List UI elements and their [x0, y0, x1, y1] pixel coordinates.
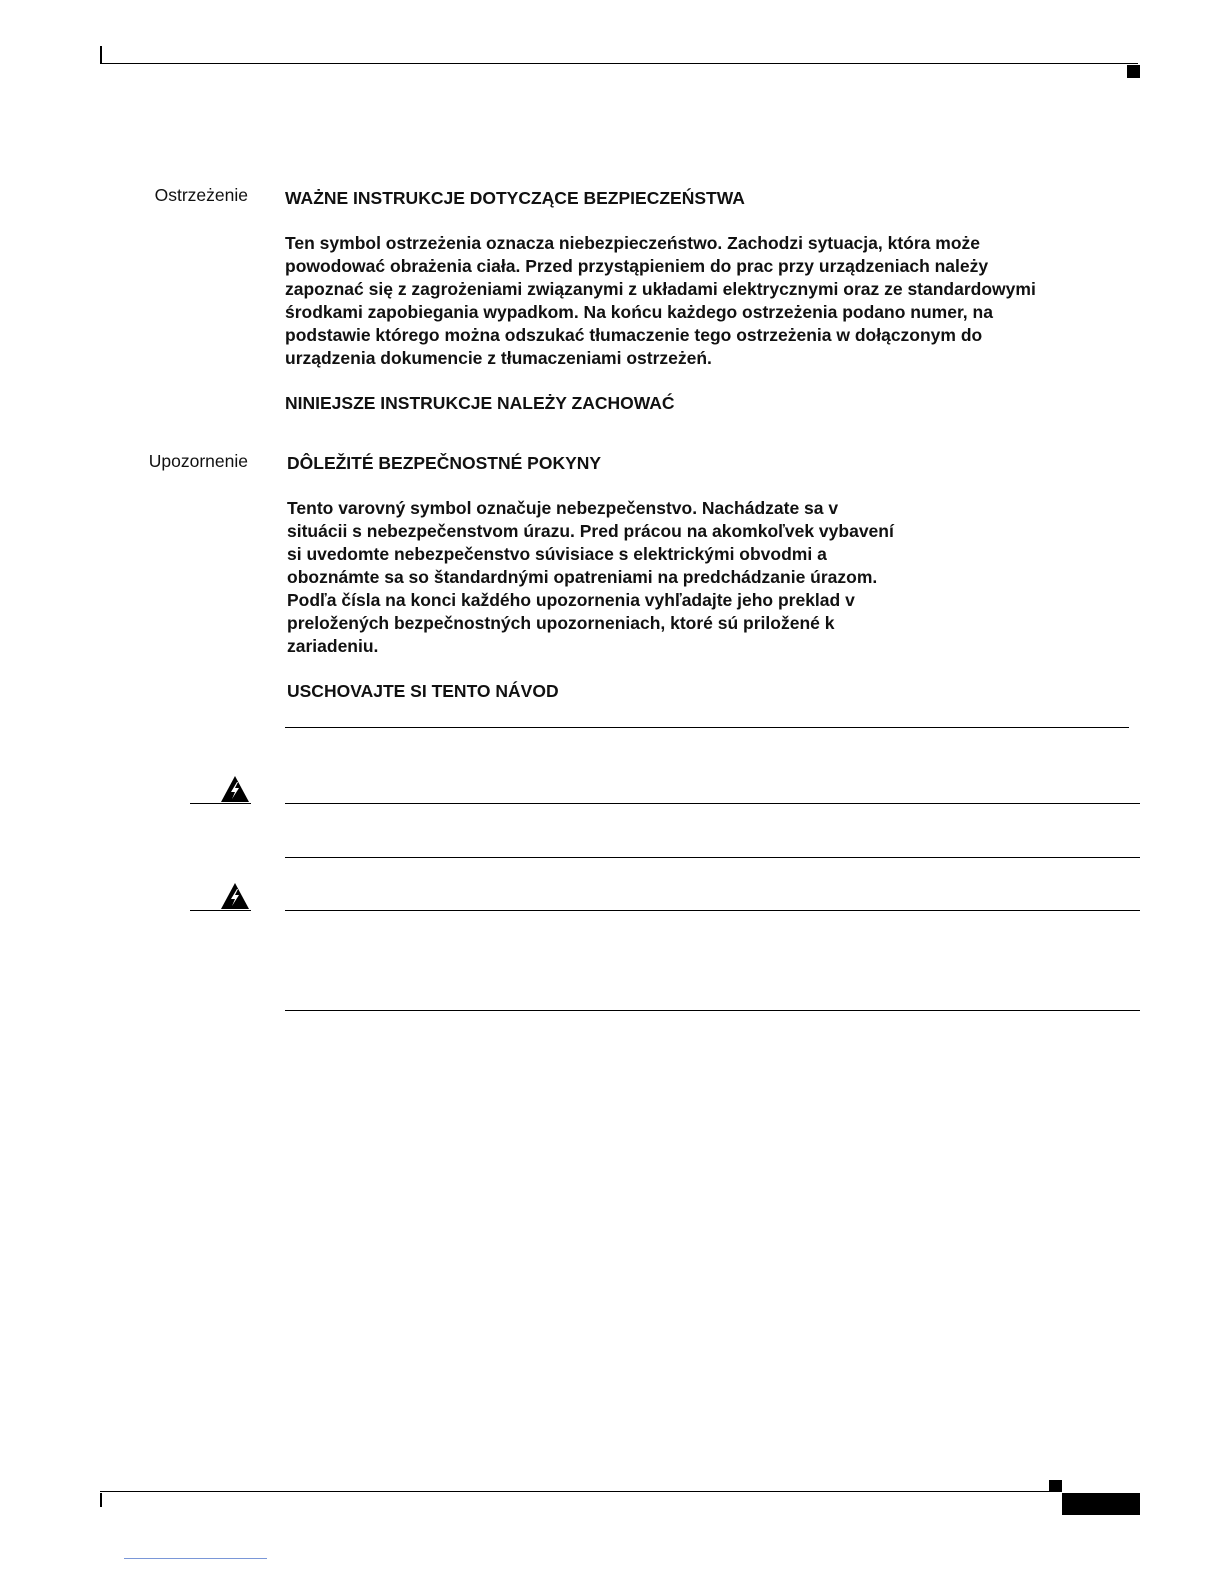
body-line: si uvedomte nebezpečenstvo súvisiace s elektrickými obvodmi a: [287, 544, 827, 564]
warning-title: WAŻNE INSTRUKCJE DOTYCZĄCE BEZPIECZEŃSTWA: [285, 188, 745, 208]
body-line: podstawie którego można odszukać tłumaczenie tego ostrzeżenia w dołączonym do: [285, 325, 983, 345]
warning-icon-underline: [190, 803, 251, 804]
warning-bottom-rule: [285, 857, 1140, 858]
warning-block-polish: [285, 187, 1105, 414]
section-label-slovak: Upozornenie: [148, 451, 248, 471]
warning-closing: NINIEJSZE INSTRUKCJE NALEŻY ZACHOWAĆ: [285, 393, 675, 413]
body-line: Podľa čísla na konci každého upozornenia vyhľadajte jeho preklad v: [287, 590, 855, 610]
body-line: urządzenia dokumencie z tłumaczeniami ostrzeżeń.: [285, 348, 712, 368]
warning-icon-underline: [190, 910, 251, 911]
body-line: środkami zapobiegania wypadkom. Na końcu każdego ostrzeżenia podano numer, na: [285, 302, 993, 322]
body-line: zariadeniu.: [287, 636, 379, 656]
warning-icon: [220, 882, 250, 910]
body-line: oboznámte sa so štandardnými opatreniami na predchádzanie úrazom.: [287, 567, 878, 587]
warning-block-slovak: [287, 452, 1107, 702]
warning-closing: USCHOVAJTE SI TENTO NÁVOD: [287, 681, 559, 701]
warning-icon: [220, 775, 250, 803]
body-line: powodować obrażenia ciała. Przed przystąpieniem do prac przy urządzeniach należy: [285, 256, 989, 276]
footer-link-underline[interactable]: [124, 1558, 267, 1559]
body-line: Tento varovný symbol označuje nebezpečenstvo. Nachádzate sa v: [287, 498, 839, 518]
header-rule: [100, 63, 1138, 64]
warning-top-rule: [285, 910, 1140, 911]
section-separator: [285, 727, 1129, 728]
footer-tick-mark: [100, 1493, 102, 1507]
warning-bottom-rule: [285, 1010, 1140, 1011]
body-line: situácii s nebezpečenstvom úrazu. Pred prácou na akomkoľvek vybavení: [287, 521, 894, 541]
warning-top-rule: [285, 803, 1140, 804]
header-tick-mark: [100, 46, 102, 64]
warning-body: [285, 232, 1105, 370]
header-corner-square: [1127, 65, 1140, 78]
body-line: preložených bezpečnostných upozorneniach, ktoré sú priložené k: [287, 613, 835, 633]
body-line: zapoznać się z zagrożeniami związanymi z układami elektrycznymi oraz ze standardowymi: [285, 279, 1036, 299]
warning-body: [287, 497, 1107, 658]
section-label-polish: Ostrzeżenie: [154, 185, 248, 205]
footer-page-tab: [1062, 1493, 1140, 1515]
warning-title: DÔLEŽITÉ BEZPEČNOSTNÉ POKYNY: [287, 453, 602, 473]
body-line: Ten symbol ostrzeżenia oznacza niebezpieczeństwo. Zachodzi sytuacja, która może: [285, 233, 981, 253]
footer-rule: [100, 1491, 1062, 1492]
